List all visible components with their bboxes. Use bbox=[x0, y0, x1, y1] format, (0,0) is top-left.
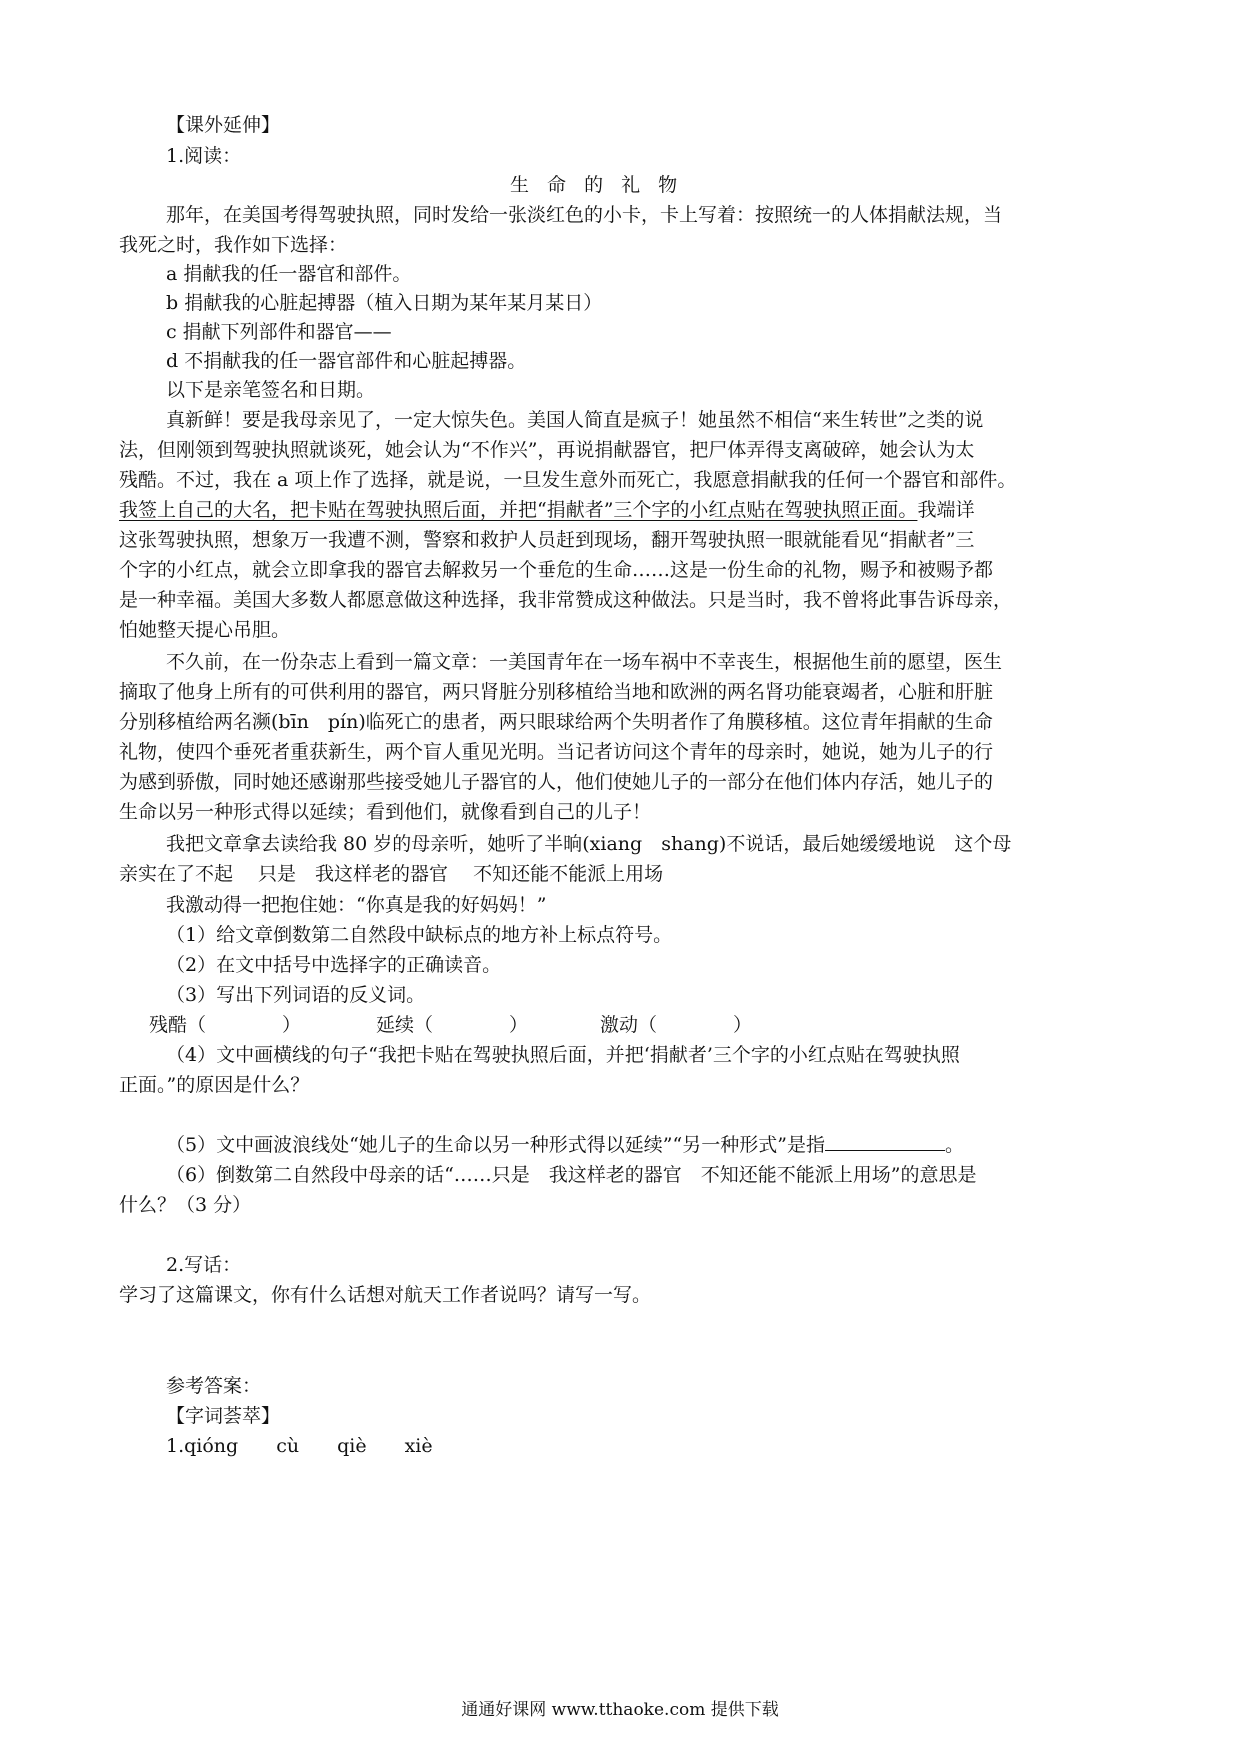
antonym-word-1: 残酷（ ） bbox=[149, 1014, 302, 1036]
sub-question-1: （1）给文章倒数第二自然段中缺标点的地方补上标点符号。 bbox=[166, 924, 673, 946]
answers-line: 1.qióng cù qiè xiè bbox=[166, 1435, 433, 1457]
question-text: （5）文中画波浪线处“她儿子的生命以另一种形式得以延续”“另一种形式”是指 bbox=[166, 1134, 825, 1156]
paragraph-line bbox=[119, 496, 974, 524]
paragraph-line: 那年，在美国考得驾驶执照，同时发给一张淡红色的小卡，卡上写着：按照统一的人体捐献法规，当 bbox=[166, 204, 1003, 226]
paragraph-line: 这张驾驶执照，想象万一我遭不测，警察和救护人员赶到现场，翻开驾驶执照一眼就能看见“捐献者”三 bbox=[119, 529, 975, 551]
sub-question-3: （3）写出下列词语的反义词。 bbox=[166, 984, 426, 1006]
page-footer: 通通好课网 www.tthaoke.com 提供下载 bbox=[461, 1700, 779, 1720]
antonym-word-2: 延续（ ） bbox=[376, 1014, 529, 1036]
paragraph-line: 法，但刚领到驾驶执照就谈死，她会认为“不作兴”，再说捐献器官，把尸体弄得支离破碎，她会认为太 bbox=[119, 439, 975, 461]
paragraph-line: 真新鲜！要是我母亲见了，一定大惊失色。美国人简直是疯子！她虽然不相信“来生转世”之类的说 bbox=[166, 409, 984, 431]
paragraph-line: 我激动得一把抱住她：“你真是我的好妈妈！” bbox=[166, 894, 547, 916]
sub-question-6: （6）倒数第二自然段中母亲的话“……只是 我这样老的器官 不知还能不能派上用场”的意思是 bbox=[166, 1164, 977, 1186]
paragraph-line: 是一种幸福。美国大多数人都愿意做这种选择，我非常赞成这种做法。只是当时，我不曾将此事告诉母亲， bbox=[119, 589, 1013, 611]
underlined-sentence: 我签上自己的大名，把卡贴在驾驶执照后面，并把“捐献者”三个字的小红点贴在驾驶执照正面。 bbox=[119, 499, 918, 521]
antonym-word-3: 激动（ ） bbox=[600, 1014, 753, 1036]
sub-question-2: （2）在文中括号中选择字的正确读音。 bbox=[166, 954, 502, 976]
option-c: c 捐献下列部件和器官—— bbox=[166, 321, 392, 343]
paragraph-line: 我死之时，我作如下选择： bbox=[119, 234, 348, 256]
sub-question-5 bbox=[166, 1131, 964, 1159]
question-1-label: 1.阅读： bbox=[166, 145, 242, 167]
option-b: b 捐献我的心脏起搏器（植入日期为某年某月某日） bbox=[166, 292, 603, 314]
paragraph-line: 摘取了他身上所有的可供利用的器官，两只肾脏分别移植给当地和欧洲的两名肾功能衰竭者，心脏和肝脏 bbox=[119, 681, 994, 703]
signature-line: 以下是亲笔签名和日期。 bbox=[166, 379, 376, 401]
paragraph-line: 怕她整天提心吊胆。 bbox=[119, 619, 291, 641]
paragraph-line: 亲实在了不起 只是 我这样老的器官 不知还能不能派上用场 bbox=[119, 863, 664, 885]
paragraph-text: 我端详 bbox=[917, 499, 975, 521]
section-heading: 【课外延伸】 bbox=[166, 114, 281, 136]
answer-blank bbox=[825, 1134, 945, 1151]
paragraph-line: 生命以另一种形式得以延续；看到他们，就像看到自己的儿子！ bbox=[119, 801, 652, 823]
paragraph-line: 残酷。不过，我在 a 项上作了选择，就是说，一旦发生意外而死亡，我愿意捐献我的任何一个器官和部件。 bbox=[119, 469, 1017, 491]
answers-section-heading: 【字词荟萃】 bbox=[166, 1405, 281, 1427]
question-2-label: 2.写话： bbox=[166, 1254, 242, 1276]
paragraph-line: 分别移植给两名濒(bīn pín)临死亡的患者，两只眼球给两个失明者作了角膜移植。这位青年捐献的生命 bbox=[119, 711, 993, 733]
sub-question-4: （4）文中画横线的句子“我把卡贴在驾驶执照后面，并把‘捐献者’三个字的小红点贴在驾驶执照 bbox=[166, 1044, 960, 1066]
sub-question-4-cont: 正面。”的原因是什么？ bbox=[119, 1074, 310, 1096]
paragraph-line: 我把文章拿去读给我 80 岁的母亲听，她听了半晌(xiang shang)不说话，最后她缓缓地说 这个母 bbox=[166, 833, 1012, 855]
paragraph-line: 礼物，使四个垂死者重获新生，两个盲人重见光明。当记者访问这个青年的母亲时，她说，她为儿子的行 bbox=[119, 741, 994, 763]
paragraph-line: 不久前，在一份杂志上看到一篇文章：一美国青年在一场车祸中不幸丧生，根据他生前的愿望，医生 bbox=[166, 651, 1003, 673]
answers-label: 参考答案： bbox=[166, 1375, 262, 1397]
paragraph-line: 个字的小红点，就会立即拿我的器官去解救另一个垂危的生命……这是一份生命的礼物，赐予和被赐予都 bbox=[119, 559, 994, 581]
question-text: 。 bbox=[944, 1134, 964, 1156]
option-a: a 捐献我的任一器官和部件。 bbox=[166, 263, 412, 285]
question-2-text: 学习了这篇课文，你有什么话想对航天工作者说吗？请写一写。 bbox=[119, 1284, 652, 1306]
option-d: d 不捐献我的任一器官部件和心脏起搏器。 bbox=[166, 350, 527, 372]
sub-question-6-cont: 什么？（3 分） bbox=[119, 1194, 252, 1216]
article-title: 生 命 的 礼 物 bbox=[510, 174, 684, 196]
paragraph-line: 为感到骄傲，同时她还感谢那些接受她儿子器官的人，他们使她儿子的一部分在他们体内存活，她儿子的 bbox=[119, 771, 994, 793]
